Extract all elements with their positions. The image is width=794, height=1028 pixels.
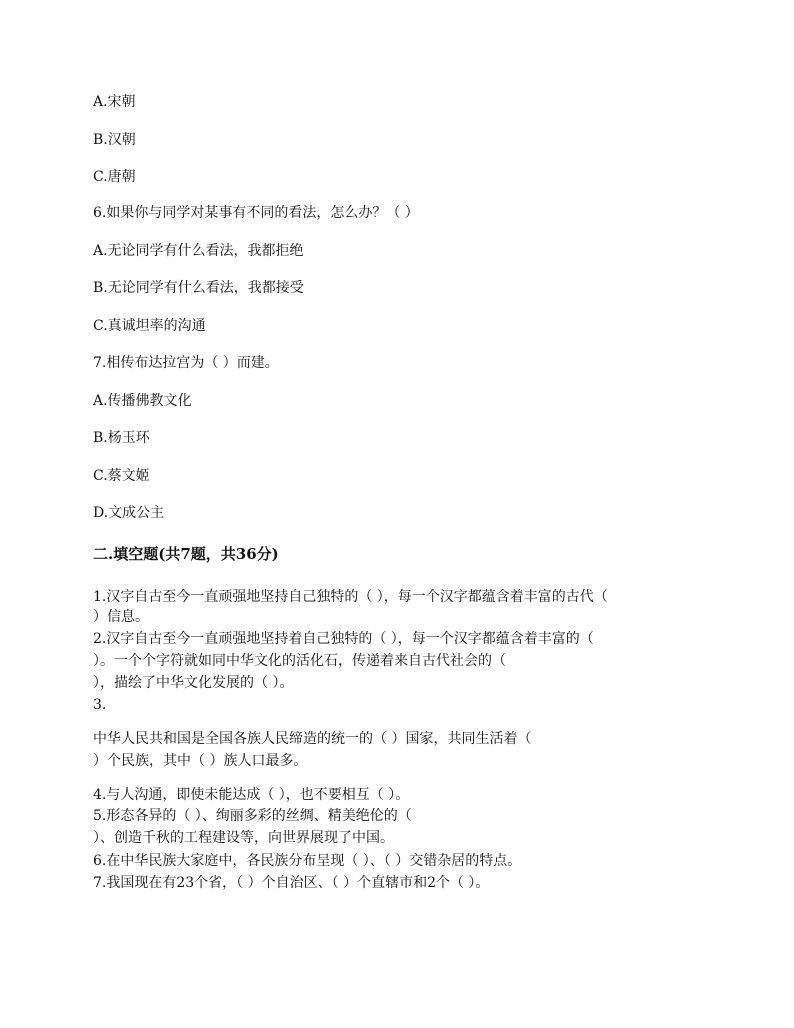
fill-5-line-1: 5.形态各异的（ ）、绚丽多彩的丝绸、精美绝伦的（ (93, 808, 412, 824)
section-2-heading: 二.填空题(共7题，共36分) (93, 545, 279, 563)
fill-1-line-2: ）信息。 (93, 609, 149, 625)
q7-option-b: B.杨玉环 (93, 430, 150, 446)
fill-1-line-1: 1.汉字自古至今一直顽强地坚持自己独特的（ ），每一个汉字都蕴含着丰富的古代（ (93, 589, 608, 605)
fill-2-line-2: ）。一个个字符就如同中华文化的活化石，传递着来自古代社会的（ (93, 653, 506, 669)
q7-option-c: C.蔡文姬 (93, 468, 150, 484)
fill-2-line-3: ），描绘了中华文化发展的（ ）。 (93, 675, 294, 691)
q7-option-a: A.传播佛教文化 (93, 393, 192, 409)
fill-3-number: 3. (93, 697, 107, 713)
question-7: 7.相传布达拉宫为（ ）而建。 (93, 355, 279, 371)
q7-option-d: D.文成公主 (93, 505, 165, 521)
fill-3-line-2: ）个民族，其中（ ）族人口最多。 (93, 753, 308, 769)
q6-option-a: A.无论同学有什么看法，我都拒绝 (93, 243, 304, 259)
fill-7: 7.我国现在有23个省，（ ）个自治区、（ ）个直辖市和2个（ ）。 (93, 875, 490, 891)
q6-option-b: B.无论同学有什么看法，我都接受 (93, 280, 304, 296)
option-a-song: A.宋朝 (93, 94, 136, 110)
fill-2-line-1: 2.汉字自古至今一直顽强地坚持着自己独特的（ ），每一个汉字都蕴含着丰富的（ (93, 631, 594, 647)
option-b-han: B.汉朝 (93, 132, 136, 148)
fill-3-line-1: 中华人民共和国是全国各族人民缔造的统一的（ ）国家，共同生活着（ (93, 731, 532, 747)
fill-6: 6.在中华民族大家庭中，各民族分布呈现（ ）、（ ）交错杂居的特点。 (93, 853, 522, 869)
fill-4: 4.与人沟通，即使未能达成（ ），也不要相互（ ）。 (93, 787, 410, 803)
q6-option-c: C.真诚坦率的沟通 (93, 318, 206, 334)
option-c-tang: C.唐朝 (93, 169, 136, 185)
fill-5-line-2: ）、创造千秋的工程建设等，向世界展现了中国。 (93, 830, 394, 846)
question-6: 6.如果你与同学对某事有不同的看法，怎么办？（ ） (93, 205, 419, 221)
